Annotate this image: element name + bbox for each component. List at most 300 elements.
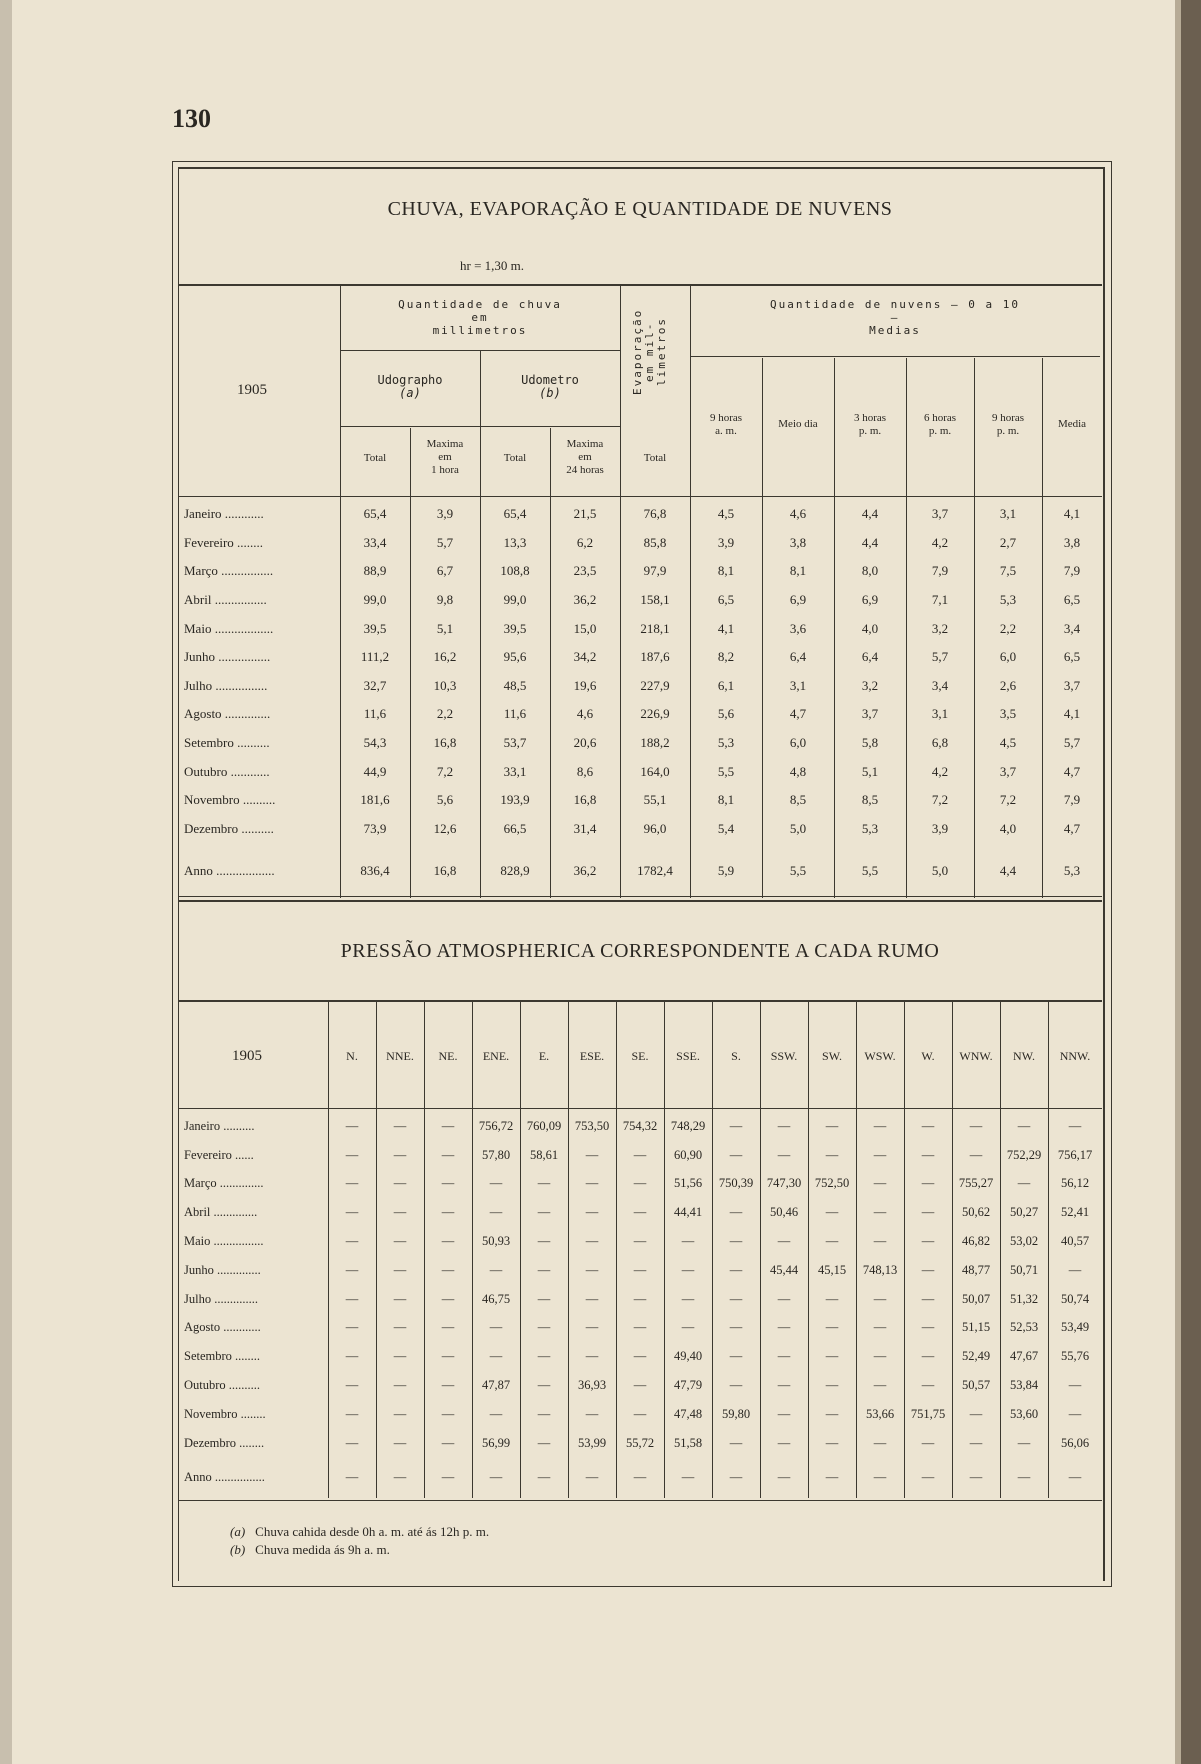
cell-value: 111,2 — [360, 649, 390, 665]
cell-value: 36,93 — [577, 1378, 607, 1393]
cell-value: — — [777, 1470, 791, 1485]
cell-value: 5,1 — [436, 620, 454, 636]
cell-value: 7,2 — [931, 792, 949, 808]
cell-value: — — [681, 1234, 695, 1249]
cell-value: 39,5 — [363, 620, 387, 636]
cell-value: 2,2 — [999, 620, 1017, 636]
table-row — [178, 500, 1102, 529]
cell-value: — — [873, 1205, 887, 1220]
cell-value: 50,74 — [1060, 1291, 1090, 1306]
cell-value: — — [969, 1147, 983, 1162]
cell-value: — — [345, 1234, 359, 1249]
cell-value: 51,32 — [1009, 1291, 1039, 1306]
cell-value: — — [537, 1378, 551, 1393]
cell-value: 36,2 — [573, 592, 597, 608]
cell-value: 2,6 — [999, 677, 1017, 693]
cell-value: — — [777, 1320, 791, 1335]
cell-value: 4,4 — [999, 863, 1017, 879]
month-label: Julho .............. — [184, 1291, 258, 1306]
month-label: Abril .............. — [184, 1205, 258, 1220]
cell-value: 3,6 — [789, 620, 807, 636]
cell-value: 4,8 — [789, 763, 807, 779]
cell-value: — — [585, 1234, 599, 1249]
table-row — [178, 757, 1102, 786]
cell-value: 4,6 — [789, 506, 807, 522]
cell-value: — — [633, 1470, 647, 1485]
table1-subtitle: hr = 1,30 m. — [460, 258, 525, 273]
cell-value: — — [393, 1234, 407, 1249]
cell-value: 54,3 — [363, 735, 387, 751]
cell-value: 3,1 — [789, 677, 807, 693]
cell-value: 33,4 — [363, 534, 387, 550]
cell-value: 53,49 — [1060, 1320, 1090, 1335]
table-row — [178, 643, 1102, 672]
evaporation-total-header: Total — [643, 452, 667, 464]
cell-value: — — [825, 1291, 839, 1306]
cell-value: 8,5 — [789, 792, 807, 808]
cell-value: — — [1068, 1406, 1082, 1421]
cell-value: 4,4 — [861, 534, 879, 550]
cell-value: 12,6 — [433, 820, 457, 836]
cell-value: 188,2 — [640, 735, 670, 751]
cell-value: — — [873, 1349, 887, 1364]
col-9pm: 9 horas p. m. — [991, 412, 1025, 437]
cell-value: 6,0 — [999, 649, 1017, 665]
cell-value: — — [489, 1176, 503, 1191]
cell-value: — — [537, 1205, 551, 1220]
cell-value: 5,3 — [717, 735, 735, 751]
cell-value: 752,50 — [814, 1176, 850, 1191]
cell-value: 56,06 — [1060, 1435, 1090, 1450]
cell-value: 5,7 — [436, 534, 454, 550]
cell-value: 4,7 — [789, 706, 807, 722]
cell-value: 44,9 — [363, 763, 387, 779]
cell-value: — — [345, 1176, 359, 1191]
direction-header: N. — [346, 1049, 358, 1063]
cell-value: 6,7 — [436, 563, 454, 579]
cell-value: — — [345, 1406, 359, 1421]
table-row — [178, 1342, 1102, 1371]
cell-value: — — [777, 1406, 791, 1421]
cell-value: — — [777, 1234, 791, 1249]
cell-value: — — [969, 1435, 983, 1450]
cell-value: 31,4 — [573, 820, 597, 836]
cell-value: — — [825, 1470, 839, 1485]
month-label: Fevereiro ...... — [184, 1147, 254, 1162]
cell-value: 5,6 — [436, 792, 454, 808]
cell-value: 5,8 — [861, 735, 879, 751]
direction-header: SSE. — [676, 1049, 700, 1063]
cell-value: 5,7 — [931, 649, 949, 665]
cell-value: — — [1017, 1176, 1031, 1191]
evaporation-header: Evaporação em mil- limetros — [631, 308, 668, 396]
month-label: Julho ................ — [184, 677, 268, 693]
rain-cloud-table — [178, 500, 1102, 886]
cell-value: — — [441, 1406, 455, 1421]
month-label: Junho .............. — [184, 1262, 261, 1277]
cell-value: 755,27 — [958, 1176, 994, 1191]
cell-value: 748,13 — [862, 1262, 898, 1277]
cell-value: — — [393, 1320, 407, 1335]
cell-value: 5,5 — [717, 763, 735, 779]
cell-value: — — [1068, 1118, 1082, 1133]
month-label: Maio ................ — [184, 1234, 264, 1249]
table-row — [178, 700, 1102, 729]
cell-value: 7,9 — [1063, 792, 1081, 808]
cell-value: 59,80 — [721, 1406, 751, 1421]
month-label: Dezembro .......... — [184, 820, 274, 836]
cell-value: — — [345, 1470, 359, 1485]
cell-value: — — [345, 1349, 359, 1364]
cell-value: 6,5 — [717, 592, 735, 608]
cell-value: 57,80 — [481, 1147, 511, 1162]
cell-value: — — [345, 1291, 359, 1306]
direction-header: WNW. — [959, 1049, 993, 1063]
cell-value: 55,76 — [1060, 1349, 1090, 1364]
cell-value: 3,1 — [931, 706, 949, 722]
cell-value: 50,27 — [1009, 1205, 1039, 1220]
month-label: Agosto .............. — [184, 706, 271, 722]
cell-value: — — [825, 1147, 839, 1162]
cell-value: 45,44 — [769, 1262, 799, 1277]
cell-value: 50,07 — [961, 1291, 991, 1306]
cell-value: — — [345, 1262, 359, 1277]
cell-value: 3,5 — [999, 706, 1017, 722]
cell-value: — — [441, 1205, 455, 1220]
cell-value: — — [921, 1234, 935, 1249]
cell-value: — — [729, 1147, 743, 1162]
cell-value: 65,4 — [503, 506, 527, 522]
cell-value: — — [1017, 1118, 1031, 1133]
cell-value: — — [441, 1118, 455, 1133]
month-label: Maio .................. — [184, 620, 274, 636]
cell-value: 760,09 — [526, 1118, 562, 1133]
cell-value: — — [1068, 1262, 1082, 1277]
cell-value: 181,6 — [360, 792, 390, 808]
col-noon: Meio dia — [778, 418, 818, 430]
cell-value: 108,8 — [500, 563, 530, 579]
table-row — [178, 1400, 1102, 1429]
udometro-total-header: Total — [503, 452, 527, 464]
cell-value: — — [489, 1262, 503, 1277]
cell-value: 751,75 — [910, 1406, 946, 1421]
cell-value: — — [633, 1205, 647, 1220]
cell-value: — — [729, 1118, 743, 1133]
table-row — [178, 1429, 1102, 1458]
cell-value: — — [393, 1262, 407, 1277]
cell-value: 97,9 — [643, 563, 667, 579]
cell-value: 34,2 — [573, 649, 597, 665]
cell-value: 53,99 — [577, 1435, 607, 1450]
page-number: 130 — [172, 104, 211, 133]
cell-value: 5,5 — [861, 863, 879, 879]
table-row — [178, 1285, 1102, 1314]
cell-value: — — [393, 1435, 407, 1450]
cell-value: — — [777, 1378, 791, 1393]
note-b: (b) Chuva medida ás 9h a. m. — [230, 1542, 390, 1557]
cell-value: — — [1017, 1435, 1031, 1450]
table-row — [178, 1112, 1102, 1141]
cell-value: 11,6 — [363, 706, 387, 722]
cell-value: — — [393, 1205, 407, 1220]
month-label: Junho ................ — [184, 649, 271, 665]
cell-value: — — [1068, 1470, 1082, 1485]
cell-value: — — [969, 1118, 983, 1133]
pressure-table — [178, 1112, 1102, 1492]
cell-value: 85,8 — [643, 534, 667, 550]
cell-value: — — [393, 1118, 407, 1133]
cell-value: 3,1 — [999, 506, 1017, 522]
cell-value: — — [585, 1349, 599, 1364]
cell-value: 6,9 — [861, 592, 879, 608]
cell-value: — — [969, 1470, 983, 1485]
cell-value: — — [585, 1147, 599, 1162]
cell-value: — — [441, 1349, 455, 1364]
cell-value: — — [585, 1205, 599, 1220]
table-row — [178, 529, 1102, 558]
cell-value: — — [825, 1378, 839, 1393]
cell-value: 2,2 — [436, 706, 454, 722]
cell-value: — — [633, 1176, 647, 1191]
cell-value: 4,1 — [717, 620, 735, 636]
direction-header: WSW. — [864, 1049, 896, 1063]
cell-value: 4,2 — [931, 763, 949, 779]
cell-value: 3,9 — [931, 820, 949, 836]
cell-value: — — [825, 1320, 839, 1335]
cell-value: — — [921, 1291, 935, 1306]
table2-year: 1905 — [232, 1048, 262, 1064]
cell-value: 16,8 — [433, 735, 457, 751]
cell-value: 36,2 — [573, 863, 597, 879]
cell-value: 3,4 — [1063, 620, 1081, 636]
cell-value: 754,32 — [622, 1118, 658, 1133]
cell-value: — — [921, 1378, 935, 1393]
cell-value: 4,0 — [861, 620, 879, 636]
cell-value: 187,6 — [640, 649, 670, 665]
cell-value: — — [681, 1291, 695, 1306]
cell-value: 4,0 — [999, 820, 1017, 836]
cell-value: 16,8 — [573, 792, 597, 808]
cell-value: 5,3 — [999, 592, 1017, 608]
cell-value: 6,2 — [576, 534, 594, 550]
header-top-rule — [178, 284, 1102, 286]
cell-value: 756,72 — [478, 1118, 514, 1133]
cell-value: 52,49 — [961, 1349, 991, 1364]
col-9am: 9 horas a. m. — [709, 412, 743, 437]
cell-value: 3,4 — [931, 677, 949, 693]
cell-value: 47,48 — [673, 1406, 703, 1421]
cell-value: 46,75 — [481, 1291, 511, 1306]
table-row — [178, 672, 1102, 701]
table-row — [178, 614, 1102, 643]
month-label: Janeiro ............ — [184, 506, 264, 522]
udographo-total-header: Total — [363, 452, 387, 464]
cell-value: 4,6 — [576, 706, 594, 722]
rain-header: Quantidade de chuva em millimetros — [398, 298, 562, 337]
cell-value: 58,61 — [529, 1147, 559, 1162]
cell-value: — — [825, 1349, 839, 1364]
cell-value: — — [825, 1435, 839, 1450]
cell-value: 3,8 — [1063, 534, 1081, 550]
cell-value: — — [537, 1470, 551, 1485]
table-row — [178, 1170, 1102, 1199]
cell-value: 7,2 — [436, 763, 454, 779]
cell-value: — — [777, 1118, 791, 1133]
cell-value: — — [633, 1291, 647, 1306]
cell-value: — — [345, 1435, 359, 1450]
cell-value: — — [873, 1234, 887, 1249]
cell-value: 5,3 — [861, 820, 879, 836]
cell-value: — — [921, 1118, 935, 1133]
clouds-header: Quantidade de nuvens — 0 a 10 — Medias — [769, 298, 1021, 337]
cell-value: — — [345, 1320, 359, 1335]
cell-value: 3,7 — [861, 706, 879, 722]
udographo-max-header: Maxima em 1 hora — [426, 438, 464, 476]
direction-header: S. — [731, 1049, 741, 1063]
cell-value: — — [921, 1435, 935, 1450]
cell-value: 5,3 — [1063, 863, 1081, 879]
cell-value: 756,17 — [1057, 1147, 1093, 1162]
cell-value: 7,9 — [1063, 563, 1081, 579]
direction-header: SW. — [822, 1049, 842, 1063]
cell-value: 6,5 — [1063, 592, 1081, 608]
cell-value: 32,7 — [363, 677, 387, 693]
cell-value: — — [729, 1470, 743, 1485]
direction-header: SE. — [631, 1049, 649, 1063]
cell-value: 16,2 — [433, 649, 457, 665]
cell-value: — — [393, 1378, 407, 1393]
cell-value: 5,5 — [789, 863, 807, 879]
month-label: Outubro ............ — [184, 763, 270, 779]
cell-value: — — [777, 1147, 791, 1162]
cell-value: 88,9 — [363, 563, 387, 579]
month-label: Janeiro .......... — [184, 1118, 255, 1133]
cell-value: 5,6 — [717, 706, 735, 722]
cell-value: 50,46 — [769, 1205, 799, 1220]
cell-value: 95,6 — [503, 649, 527, 665]
table-row — [178, 815, 1102, 844]
cell-value: 5,4 — [717, 820, 735, 836]
col-6pm: 6 horas p. m. — [923, 412, 957, 437]
col-media: Media — [1057, 418, 1087, 430]
cell-value: 6,1 — [717, 677, 735, 693]
cell-value: 8,1 — [789, 563, 807, 579]
cell-value: — — [681, 1320, 695, 1335]
cell-value: — — [729, 1435, 743, 1450]
cell-value: — — [873, 1320, 887, 1335]
cell-value: 828,9 — [500, 863, 530, 879]
cell-value: 19,6 — [573, 677, 597, 693]
cell-value: 3,9 — [436, 506, 454, 522]
cell-value: 1782,4 — [637, 863, 673, 879]
cell-value: — — [393, 1470, 407, 1485]
cell-value: 748,29 — [670, 1118, 706, 1133]
cell-value: — — [633, 1262, 647, 1277]
cell-value: — — [825, 1205, 839, 1220]
cell-value: — — [393, 1291, 407, 1306]
cell-value: 6,0 — [789, 735, 807, 751]
note-a: (a) Chuva cahida desde 0h a. m. até ás 12h p. m. — [230, 1524, 490, 1539]
cell-value: — — [441, 1470, 455, 1485]
cell-value: 6,4 — [789, 649, 807, 665]
cell-value: — — [633, 1349, 647, 1364]
cell-value: — — [873, 1118, 887, 1133]
cell-value: — — [825, 1406, 839, 1421]
cell-value: 10,3 — [433, 677, 457, 693]
table-row — [178, 843, 1102, 886]
cell-value: — — [729, 1234, 743, 1249]
cell-value: 45,15 — [817, 1262, 847, 1277]
cell-value: 11,6 — [503, 706, 527, 722]
table2-title: PRESSÃO ATMOSPHERICA CORRESPONDENTE A CADA RUMO — [340, 940, 940, 962]
cell-value: 23,5 — [573, 563, 597, 579]
cell-value: — — [729, 1291, 743, 1306]
cell-value: 4,1 — [1063, 506, 1081, 522]
cell-value: — — [969, 1406, 983, 1421]
left-page-edge — [0, 0, 12, 1764]
cell-value: 218,1 — [640, 620, 670, 636]
direction-header: NW. — [1013, 1049, 1035, 1063]
direction-header: NNW. — [1059, 1049, 1091, 1063]
right-page-edge — [1181, 0, 1201, 1764]
cell-value: 56,12 — [1060, 1176, 1090, 1191]
cell-value: — — [921, 1349, 935, 1364]
cell-value: 73,9 — [363, 820, 387, 836]
cell-value: — — [585, 1470, 599, 1485]
cell-value: — — [441, 1291, 455, 1306]
cell-value: 3,2 — [931, 620, 949, 636]
table-row — [178, 1371, 1102, 1400]
month-label: Março ................ — [184, 563, 274, 579]
cell-value: 5,0 — [931, 863, 949, 879]
table-row — [178, 1227, 1102, 1256]
cell-value: 6,4 — [861, 649, 879, 665]
cell-value: 51,56 — [673, 1176, 703, 1191]
cell-value: — — [681, 1470, 695, 1485]
table-row — [178, 786, 1102, 815]
cell-value: 753,50 — [574, 1118, 610, 1133]
cell-value: 3,7 — [1063, 677, 1081, 693]
cell-value: — — [921, 1205, 935, 1220]
table-row — [178, 1458, 1102, 1493]
cell-value: 99,0 — [363, 592, 387, 608]
cell-value: — — [441, 1320, 455, 1335]
cell-value: — — [729, 1320, 743, 1335]
cell-value: — — [441, 1147, 455, 1162]
cell-value: — — [873, 1378, 887, 1393]
month-label: Novembro ........ — [184, 1406, 266, 1421]
cell-value: — — [873, 1147, 887, 1162]
cell-value: 60,90 — [673, 1147, 703, 1162]
cell-value: — — [921, 1320, 935, 1335]
cell-value: — — [537, 1176, 551, 1191]
cell-value: — — [873, 1291, 887, 1306]
cell-value: 7,5 — [999, 563, 1017, 579]
cell-value: 55,72 — [625, 1435, 655, 1450]
cell-value: 65,4 — [363, 506, 387, 522]
udographo-header: Udographo (a) — [377, 373, 443, 400]
cell-value: 99,0 — [503, 592, 527, 608]
cell-value: 3,8 — [789, 534, 807, 550]
cell-value: — — [777, 1349, 791, 1364]
cell-value: 21,5 — [573, 506, 597, 522]
cell-value: 44,41 — [673, 1205, 703, 1220]
cell-value: — — [825, 1234, 839, 1249]
table-row — [178, 586, 1102, 615]
cell-value: 39,5 — [503, 620, 527, 636]
cell-value: — — [729, 1378, 743, 1393]
table-row — [178, 729, 1102, 758]
